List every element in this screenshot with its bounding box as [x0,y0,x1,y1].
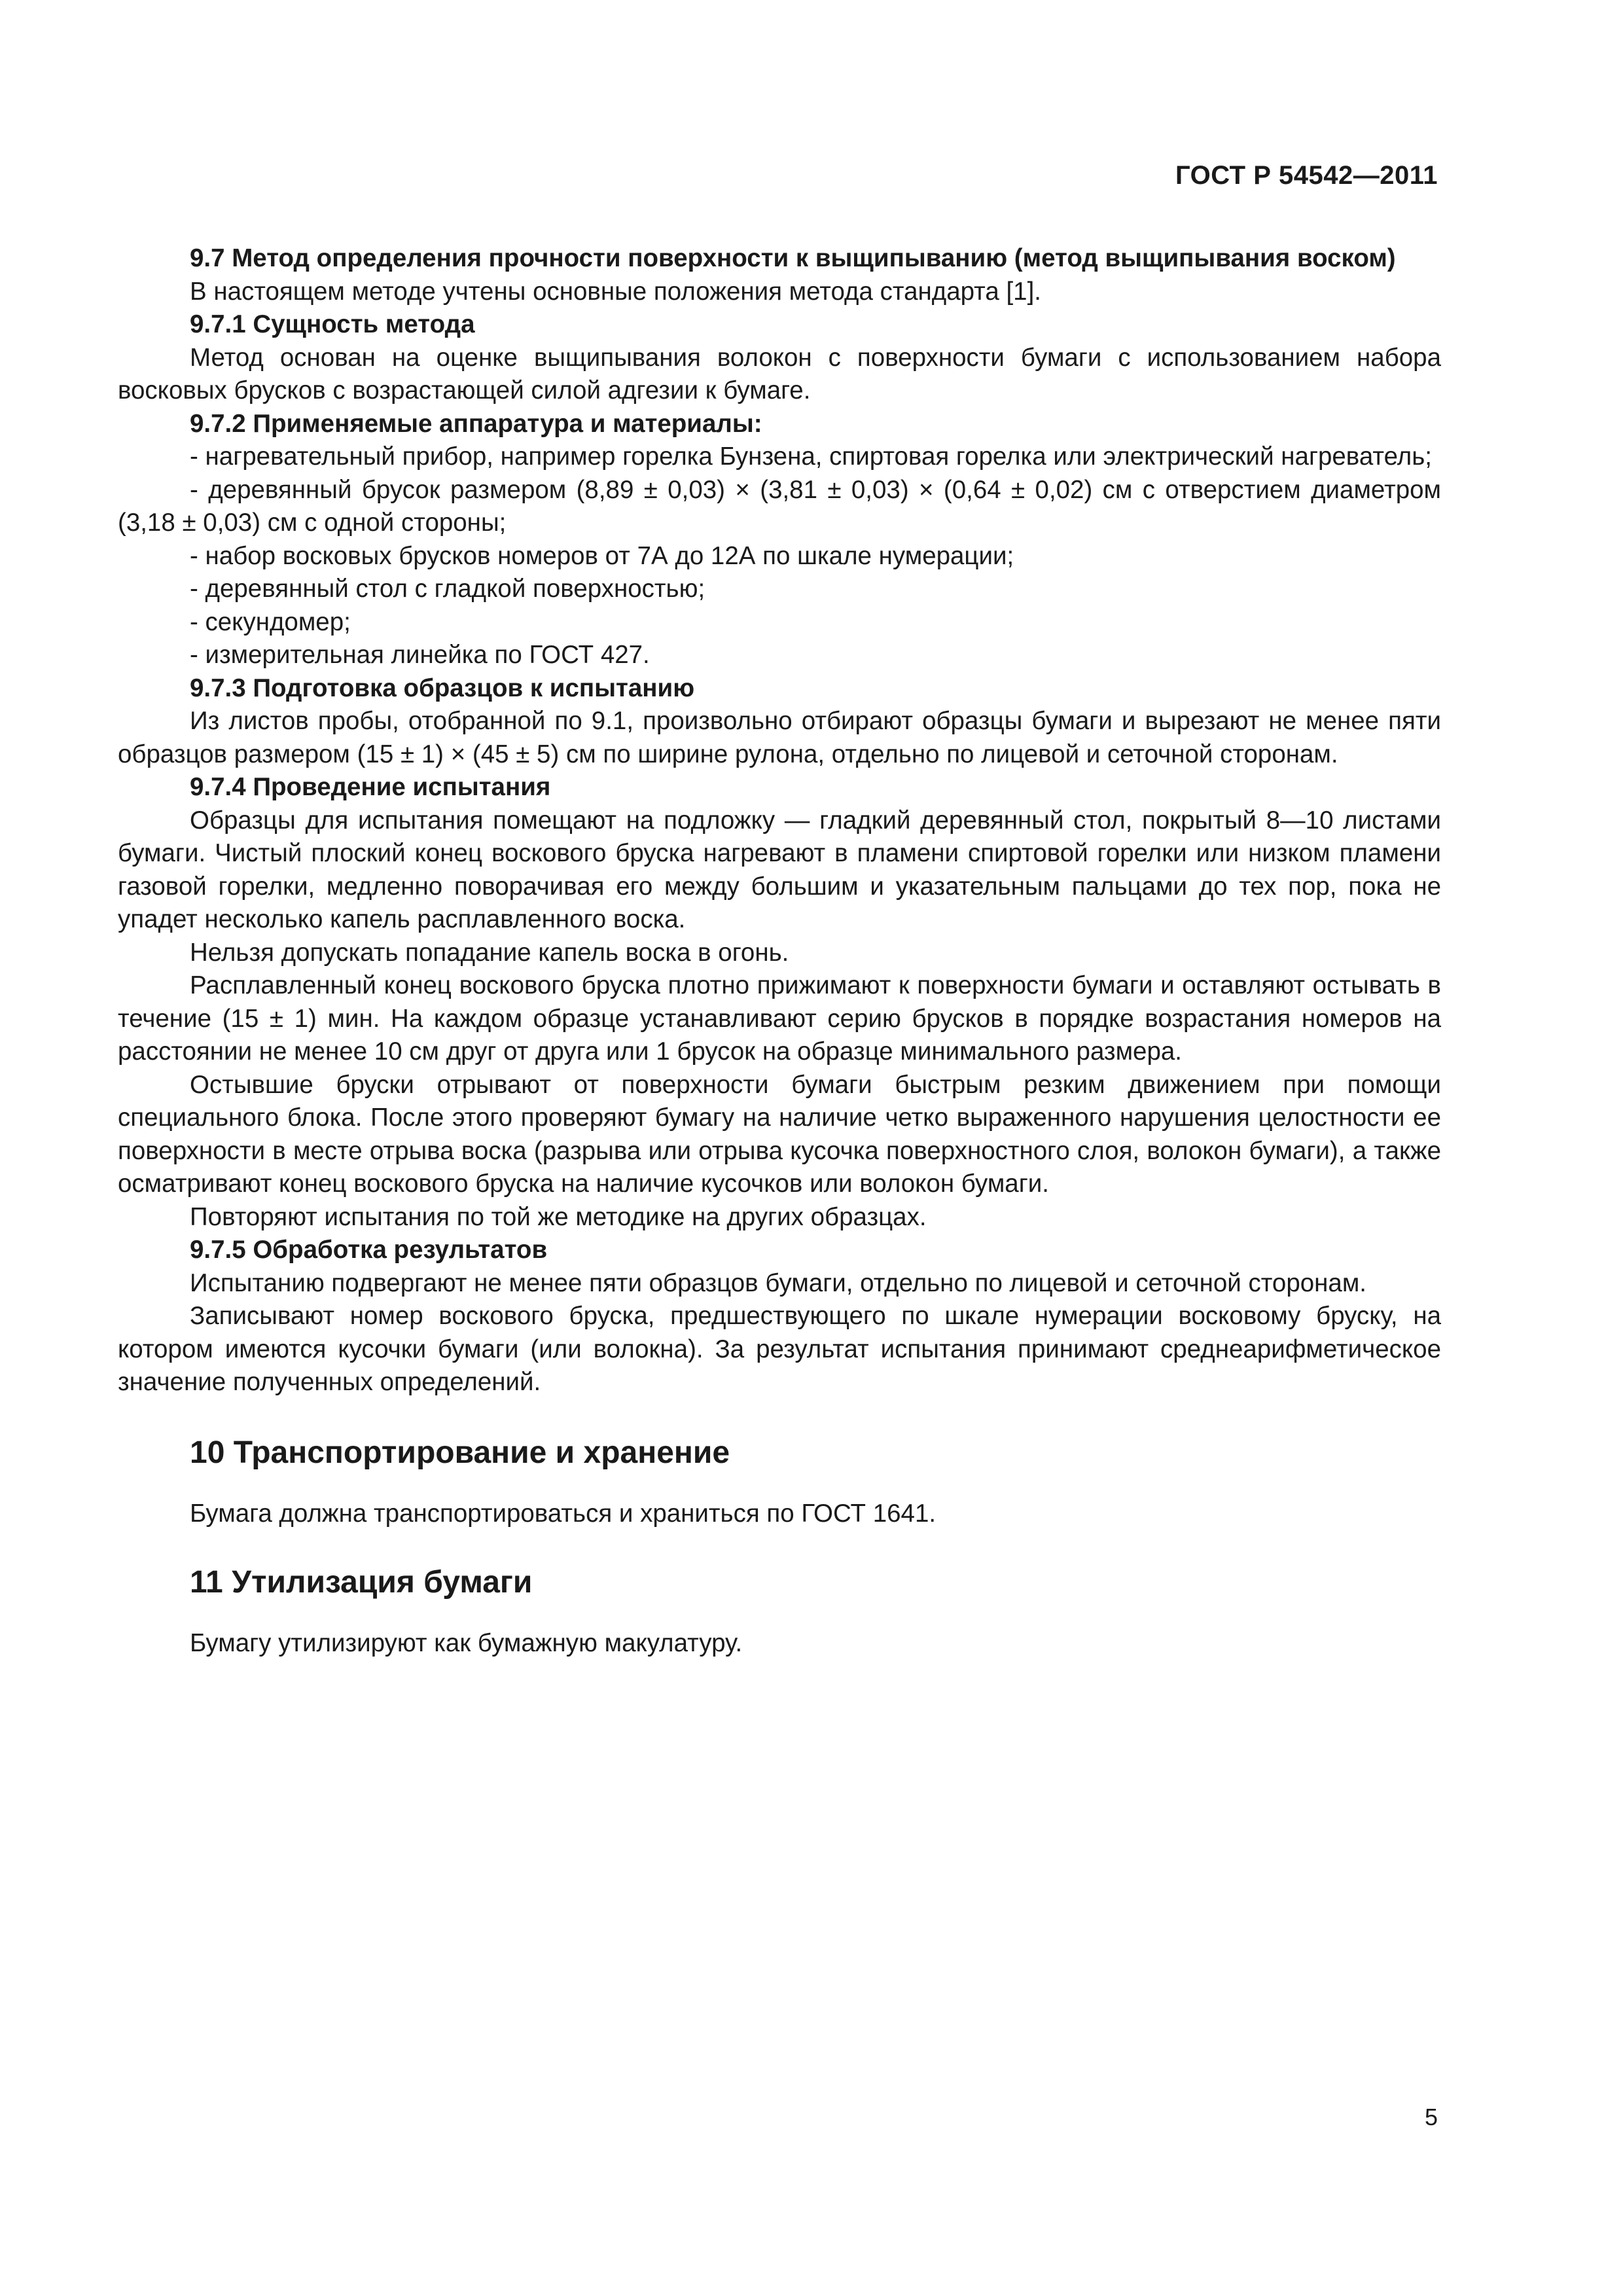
section-11-text: Бумагу утилизируют как бумажную макулатуру. [190,1629,743,1657]
section-9-7-5-paragraph: Испытанию подвергают не менее пяти образцов бумаги, отдельно по лицевой и сеточной сторонам. [190,1268,1366,1297]
section-9-7-5-title: 9.7.5 Обработка результатов [190,1236,548,1264]
section-9-7-4-paragraph: Нельзя допускать попадание капель воска в огонь. [190,938,789,967]
section-9-7-1-title: 9.7.1 Сущность метода [190,310,475,338]
section-9-7-2-title: 9.7.2 Применяемые аппаратура и материалы: [190,409,762,438]
section-9-7-1-text: Метод основан на оценке выщипывания волокон с поверхности бумаги с использованием набора восковых брусков с возрастающей силой адгезии к бумаге. [118,343,1441,404]
document-code: ГОСТ Р 54542—2011 [1175,161,1438,190]
equipment-item: - секундомер; [190,607,351,636]
equipment-item: - нагревательный прибор, например горелка Бунзена, спиртовая горелка или электрический нагреватель; [190,442,1432,471]
section-9-7-3-text: Из листов пробы, отобранной по 9.1, произвольно отбирают образцы бумаги и вырезают не менее пяти образцов размером (15 ± 1) × (45 ± 5) см по ширине рулона, отдельно по лицевой и сеточной сторонам. [118,707,1441,768]
section-9-7-5-paragraph: Записывают номер воскового бруска, предшествующего по шкале нумерации восковому бруску, на котором имеются кусочки бумаги (или волокна). За результат испытания принимают среднеарифметическое значение полученных определений. [118,1302,1441,1396]
page-content [118,242,1441,1660]
equipment-item: - набор восковых брусков номеров от 7А до 12А по шкале нумерации; [190,541,1014,570]
section-9-7-3-title: 9.7.3 Подготовка образцов к испытанию [190,673,695,702]
section-9-7-4-paragraph: Повторяют испытания по той же методике на других образцах. [190,1202,927,1231]
section-9-7-title: 9.7 Метод определения прочности поверхности к выщипыванию (метод выщипывания воском) [190,244,1396,272]
section-10-text: Бумага должна транспортироваться и храниться по ГОСТ 1641. [190,1499,936,1528]
section-9-7-4-paragraph: Остывшие бруски отрывают от поверхности бумаги быстрым резким движением при помощи специального блока. После этого проверяют бумагу на наличие четко выраженного нарушения целостности ее поверхности в месте отрыва воска (разрыва или отрыва кусочка поверхностного слоя, волокон бумаги), а также осматривают конец воскового бруска на наличие кусочков или волокон бумаги. [118,1070,1441,1198]
section-9-7-4-paragraph: Расплавленный конец воскового бруска плотно прижимают к поверхности бумаги и оставляют остывать в течение (15 ± 1) мин. На каждом образце устанавливают серию брусков в порядке возрастания номеров на расстоянии не менее 10 см друг от друга или 1 брусок на образце минимального размера. [118,971,1441,1066]
equipment-item: - деревянный брусок размером (8,89 ± 0,03) × (3,81 ± 0,03) × (0,64 ± 0,02) см с отверстием диаметром (3,18 ± 0,03) см с одной стороны; [118,475,1441,537]
page-number: 5 [1424,2104,1438,2130]
section-9-7-4-title: 9.7.4 Проведение испытания [190,773,551,801]
section-11-title: 11 Утилизация бумаги [190,1565,533,1600]
section-10-title: 10 Транспортирование и хранение [190,1435,730,1470]
section-9-7-4-paragraph: Образцы для испытания помещают на подложку — гладкий деревянный стол, покрытый 8—10 листами бумаги. Чистый плоский конец воскового бруска нагревают в пламени спиртовой горелки или низком пламени газовой горелки, медленно поворачивая его между большим и указательным пальцами до тех пор, пока не упадет несколько капель расплавленного воска. [118,806,1441,933]
section-9-7-intro: В настоящем методе учтены основные положения метода стандарта [1]. [190,277,1041,306]
equipment-item: - измерительная линейка по ГОСТ 427. [190,641,650,669]
equipment-item: - деревянный стол с гладкой поверхностью; [190,575,705,603]
